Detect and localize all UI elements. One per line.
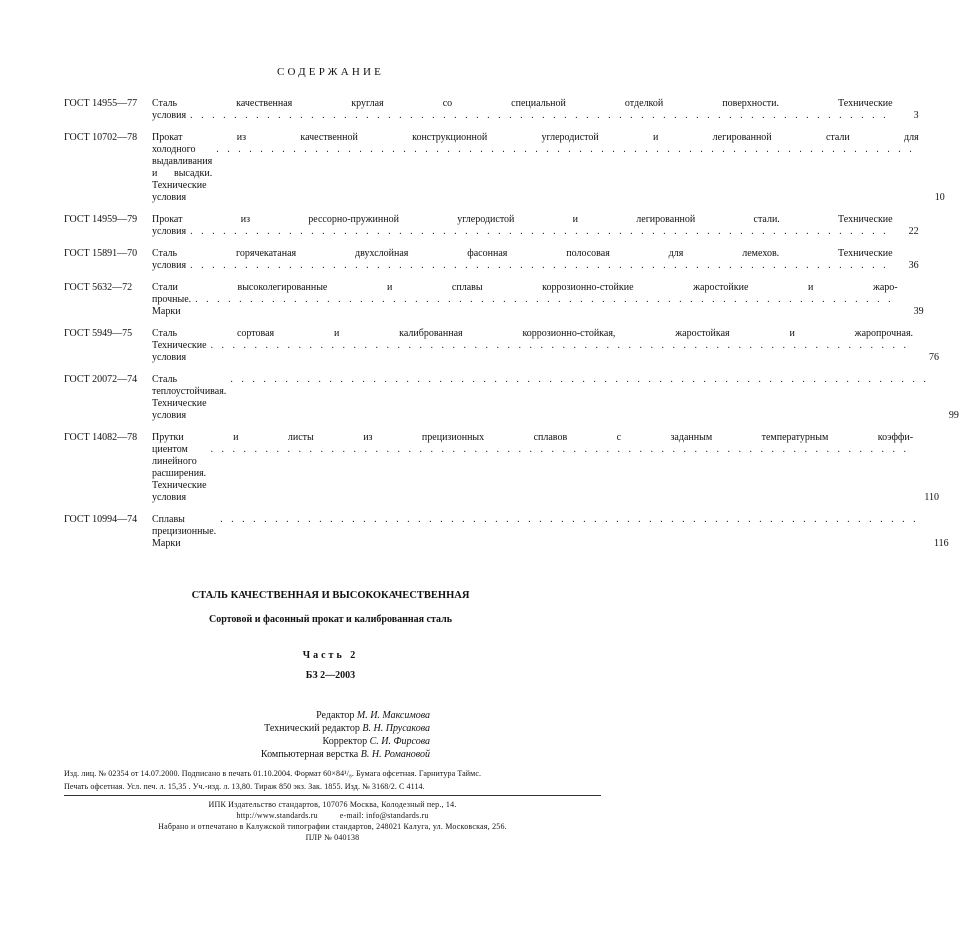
toc-entry-title-cont: прочные. Марки bbox=[152, 294, 192, 317]
credit-line bbox=[0, 709, 430, 722]
toc-entry-title-cont: условия bbox=[152, 226, 187, 237]
toc-entry bbox=[64, 432, 940, 504]
publisher-line: ПЛР № 040138 bbox=[305, 833, 360, 842]
credit-role: Компьютерная верстка bbox=[260, 749, 359, 760]
book-part: Часть 2 bbox=[302, 650, 359, 661]
toc-entry bbox=[64, 514, 949, 550]
book-code: БЗ 2—2003 bbox=[305, 670, 356, 681]
toc-entry-page: 76 bbox=[929, 352, 940, 363]
toc-entry-page: 39 bbox=[913, 306, 924, 317]
toc-entry-page: 22 bbox=[908, 226, 919, 237]
dot-leader bbox=[195, 294, 894, 318]
toc-entry-code: ГОСТ 14959—79 bbox=[64, 214, 138, 225]
credit-line bbox=[0, 748, 430, 761]
toc-entry-title: Сплавы прецизионные. Марки bbox=[152, 514, 217, 549]
dot-leader bbox=[190, 260, 889, 272]
dot-leader bbox=[211, 444, 910, 504]
credit-name: В. Н. Прусакова bbox=[362, 723, 430, 734]
toc-entry-title-cont: условия bbox=[152, 260, 187, 271]
publisher-line: http://www.standards.ru e-mail: info@standards.ru bbox=[236, 811, 429, 820]
table-of-contents bbox=[64, 98, 959, 550]
credit-line bbox=[0, 722, 430, 735]
credits-block bbox=[0, 709, 430, 761]
imprint-line: Печать офсетная. Усл. печ. л. 15,35 . Уч.-изд. л. 13,80. Тираж 850 экз. Зак. 1855. Изд. № 3168/2. С 4114. bbox=[64, 782, 425, 791]
dot-leader bbox=[216, 144, 915, 204]
credit-name: В. Н. Романовой bbox=[360, 749, 430, 760]
credit-name: С. И. Фирсова bbox=[369, 736, 430, 747]
book-title: СТАЛЬ КАЧЕСТВЕННАЯ И ВЫСОКОКАЧЕСТВЕННАЯ bbox=[191, 590, 470, 601]
toc-entry-title: Сталь качественная круглая со специальной отделкой поверхности. Технические bbox=[152, 98, 893, 109]
credit-role: Корректор bbox=[322, 736, 368, 747]
toc-entry-title: Сталь горячекатаная двухслойная фасонная полосовая для лемехов. Технические bbox=[152, 248, 893, 259]
toc-entry-title-cont: циентом линейного расширения. Технические условия bbox=[152, 444, 207, 503]
divider bbox=[64, 795, 601, 796]
toc-entry-page: 10 bbox=[934, 192, 945, 203]
dot-leader bbox=[190, 226, 889, 238]
toc-entry-title-cont: Технические условия bbox=[152, 340, 207, 363]
publisher-line: Набрано и отпечатано в Калужской типографии стандартов, 248021 Калуга, ул. Московская, 256. bbox=[158, 822, 507, 831]
toc-entry bbox=[64, 98, 919, 122]
toc-entry-title: Сталь теплоустойчивая. Технические условия bbox=[152, 374, 227, 421]
toc-entry-code: ГОСТ 10994—74 bbox=[64, 514, 138, 525]
publisher-line: ИПК Издательство стандартов, 107076 Москва, Колодезный пер., 14. bbox=[208, 800, 457, 809]
contents-title: СОДЕРЖАНИЕ bbox=[276, 66, 385, 78]
toc-entry-code: ГОСТ 10702—78 bbox=[64, 132, 138, 143]
toc-entry bbox=[64, 328, 940, 364]
imprint bbox=[64, 767, 604, 793]
toc-entry-page: 3 bbox=[913, 110, 919, 121]
toc-entry-code: ГОСТ 15891—70 bbox=[64, 248, 138, 259]
dot-leader bbox=[190, 110, 889, 122]
toc-entry-code: ГОСТ 14955—77 bbox=[64, 98, 138, 109]
publisher-info bbox=[64, 799, 601, 843]
toc-entry-title-cont: холодного выдавливания и высадки. Технические условия bbox=[152, 144, 213, 203]
dot-leader bbox=[230, 374, 929, 422]
toc-entry-title: Прокат из рессорно-пружинной углеродистой и легированной стали. Технические bbox=[152, 214, 893, 225]
book-subtitle: Сортовой и фасонный прокат и калиброванная сталь bbox=[208, 614, 452, 625]
credit-role: Технический редактор bbox=[264, 723, 360, 734]
toc-entry-title-cont: условия bbox=[152, 110, 187, 121]
toc-entry-code: ГОСТ 5632—72 bbox=[64, 282, 133, 293]
toc-entry-code: ГОСТ 5949—75 bbox=[64, 328, 133, 339]
toc-entry-title: Стали высоколегированные и сплавы коррозионно-стойкие жаростойкие и жаро- bbox=[152, 282, 898, 293]
credit-name: М. И. Максимова bbox=[356, 710, 430, 721]
toc-entry bbox=[64, 282, 924, 318]
toc-entry-code: ГОСТ 20072—74 bbox=[64, 374, 138, 385]
toc-entry-page: 116 bbox=[934, 538, 949, 549]
toc-entry-page: 99 bbox=[948, 410, 959, 421]
toc-entry-page: 110 bbox=[924, 492, 940, 503]
toc-entry bbox=[64, 214, 919, 238]
imprint-line: Изд. лиц. № 02354 от 14.07.2000. Подписано в печать 01.10.2004. Формат 60×84¹/₈. Бумага офсетная. Гарнитура Таймс. bbox=[64, 769, 482, 778]
toc-entry-title: Прокат из качественной конструкционной углеродистой и легированной стали для bbox=[152, 132, 919, 143]
dot-leader bbox=[211, 340, 910, 364]
credit-role: Редактор bbox=[316, 710, 355, 721]
toc-entry bbox=[64, 374, 959, 422]
toc-entry bbox=[64, 248, 919, 272]
toc-entry bbox=[64, 132, 945, 204]
toc-entry-code: ГОСТ 14082—78 bbox=[64, 432, 138, 443]
toc-entry-title: Прутки и листы из прецизионных сплавов с заданным температурным коэффи- bbox=[152, 432, 914, 443]
dot-leader bbox=[220, 514, 919, 550]
toc-entry-page: 36 bbox=[908, 260, 919, 271]
credit-line bbox=[0, 735, 430, 748]
toc-entry-title: Сталь сортовая и калиброванная коррозионно-стойкая, жаростойкая и жаропрочная. bbox=[152, 328, 914, 339]
